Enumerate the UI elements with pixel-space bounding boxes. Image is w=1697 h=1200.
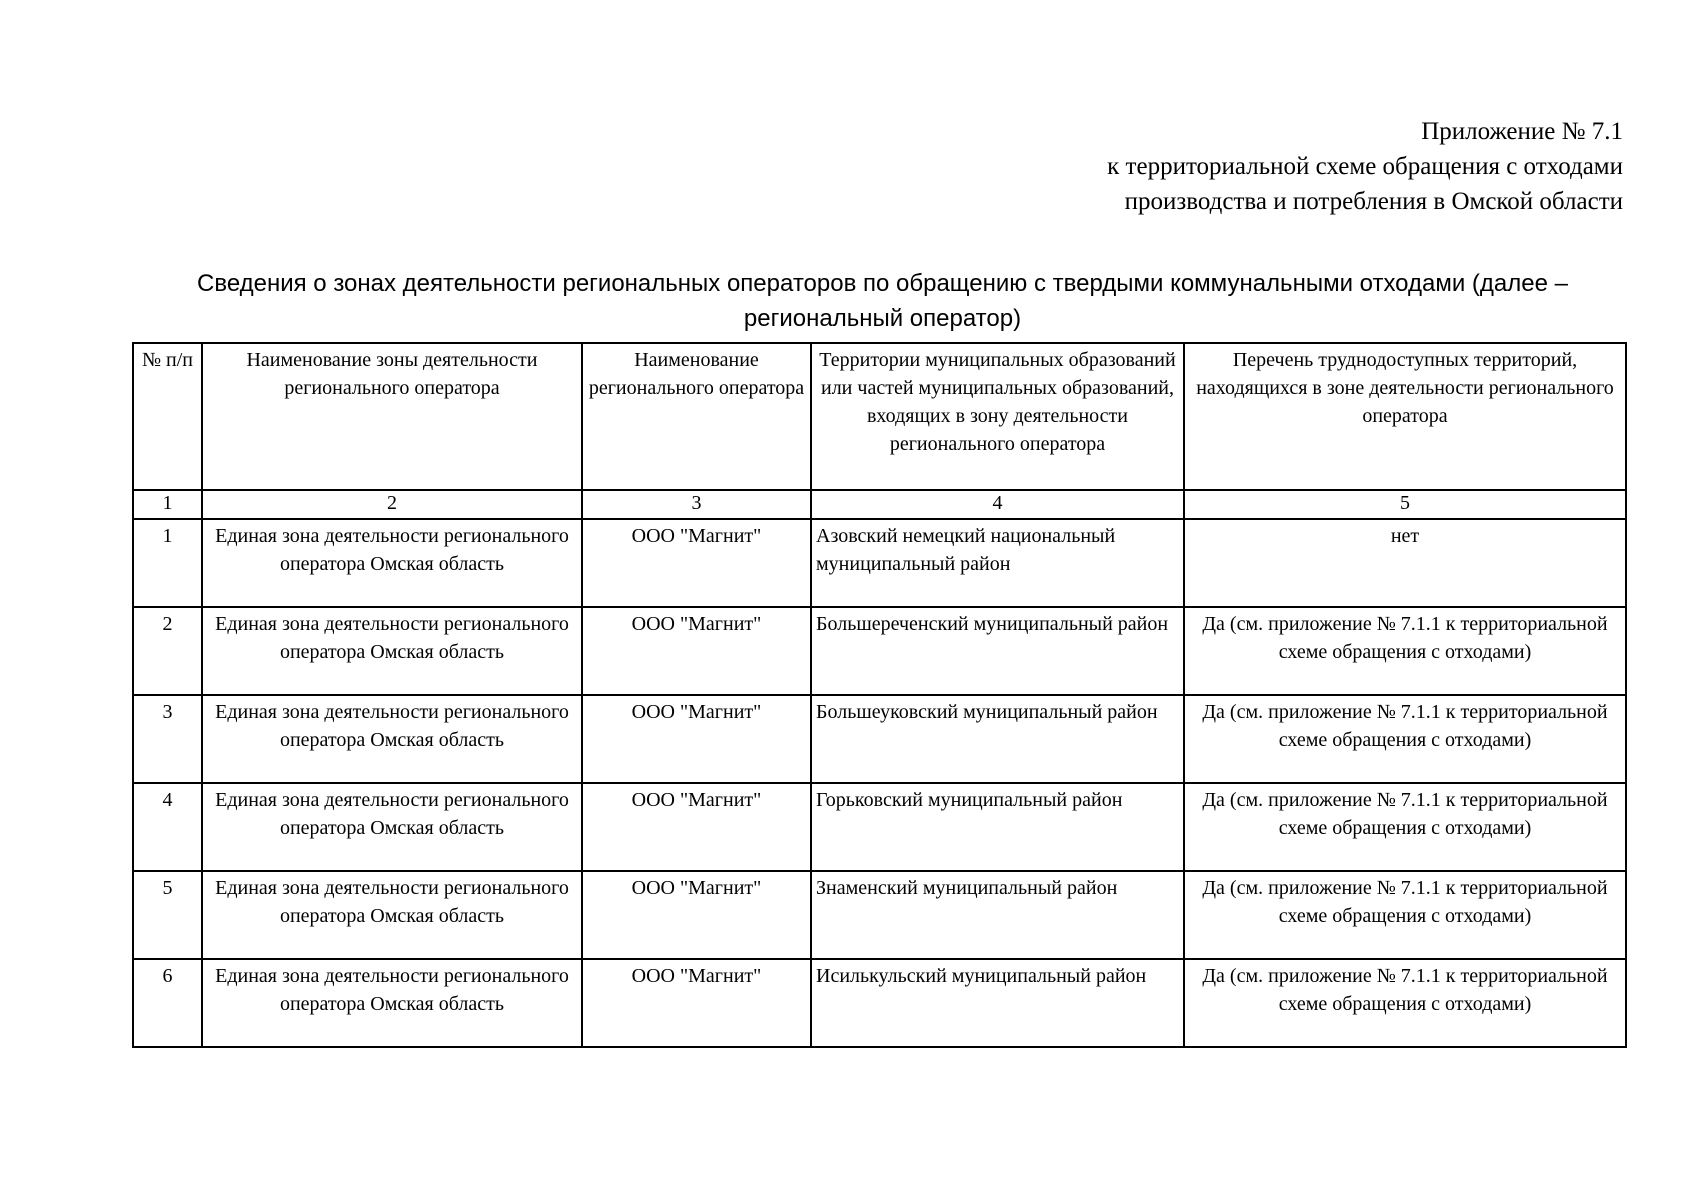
- zone-name: Единая зона деятельности регионального оператора Омская область: [202, 519, 582, 607]
- column-number: 2: [202, 490, 582, 519]
- column-number: 3: [582, 490, 811, 519]
- row-number: 1: [133, 519, 202, 607]
- zone-name: Единая зона деятельности регионального оператора Омская область: [202, 695, 582, 783]
- zone-name: Единая зона деятельности регионального оператора Омская область: [202, 607, 582, 695]
- header-number: № п/п: [133, 343, 202, 490]
- row-number: 6: [133, 959, 202, 1047]
- remote-territories: Да (см. приложение № 7.1.1 к территориальной схеме обращения с отходами): [1184, 783, 1626, 871]
- remote-territories: Да (см. приложение № 7.1.1 к территориальной схеме обращения с отходами): [1184, 959, 1626, 1047]
- table-header-row: [133, 343, 1626, 490]
- zone-name: Единая зона деятельности регионального оператора Омская область: [202, 871, 582, 959]
- header-remote-territories: Перечень труднодоступных территорий, находящихся в зоне деятельности регионального оператора: [1184, 343, 1626, 490]
- table-row: [133, 871, 1626, 959]
- appendix-note: [1107, 114, 1623, 219]
- row-number: 4: [133, 783, 202, 871]
- header-operator-name: Наименование регионального оператора: [582, 343, 811, 490]
- column-number-row: [133, 490, 1626, 519]
- territory-name: Знаменский муниципальный район: [811, 871, 1184, 959]
- remote-territories: нет: [1184, 519, 1626, 607]
- table-row: [133, 695, 1626, 783]
- appendix-line-3: производства и потребления в Омской области: [1124, 188, 1623, 215]
- table-row: [133, 959, 1626, 1047]
- zone-name: Единая зона деятельности регионального оператора Омская область: [202, 959, 582, 1047]
- territory-name: Исилькульский муниципальный район: [811, 959, 1184, 1047]
- row-number: 5: [133, 871, 202, 959]
- remote-territories: Да (см. приложение № 7.1.1 к территориальной схеме обращения с отходами): [1184, 607, 1626, 695]
- document-title-line-2: региональный оператор): [743, 305, 1022, 332]
- remote-territories: Да (см. приложение № 7.1.1 к территориальной схеме обращения с отходами): [1184, 871, 1626, 959]
- operator-name: ООО "Магнит": [582, 519, 811, 607]
- operator-name: ООО "Магнит": [582, 695, 811, 783]
- column-number: 1: [133, 490, 202, 519]
- document-title: [130, 266, 1635, 336]
- operator-name: ООО "Магнит": [582, 959, 811, 1047]
- territory-name: Большереченский муниципальный район: [811, 607, 1184, 695]
- table-row: [133, 783, 1626, 871]
- operator-name: ООО "Магнит": [582, 783, 811, 871]
- zone-name: Единая зона деятельности регионального оператора Омская область: [202, 783, 582, 871]
- table-row: [133, 519, 1626, 607]
- row-number: 3: [133, 695, 202, 783]
- column-number: 4: [811, 490, 1184, 519]
- column-number: 5: [1184, 490, 1626, 519]
- operator-name: ООО "Магнит": [582, 607, 811, 695]
- appendix-line-1: Приложение № 7.1: [1421, 118, 1623, 145]
- territory-name: Азовский немецкий национальный муниципальный район: [811, 519, 1184, 607]
- header-zone-name: Наименование зоны деятельности регионального оператора: [202, 343, 582, 490]
- territory-name: Большеуковский муниципальный район: [811, 695, 1184, 783]
- appendix-line-2: к территориальной схеме обращения с отходами: [1107, 153, 1623, 180]
- territory-name: Горьковский муниципальный район: [811, 783, 1184, 871]
- document-title-line-1: Сведения о зонах деятельности региональных операторов по обращению с твердыми коммунальными отходами (далее –: [197, 270, 1568, 297]
- row-number: 2: [133, 607, 202, 695]
- operator-name: ООО "Магнит": [582, 871, 811, 959]
- remote-territories: Да (см. приложение № 7.1.1 к территориальной схеме обращения с отходами): [1184, 695, 1626, 783]
- operator-zones-table: [132, 342, 1627, 1048]
- header-territories: Территории муниципальных образований или частей муниципальных образований, входящих в зону деятельности регионального оператора: [811, 343, 1184, 490]
- table-row: [133, 607, 1626, 695]
